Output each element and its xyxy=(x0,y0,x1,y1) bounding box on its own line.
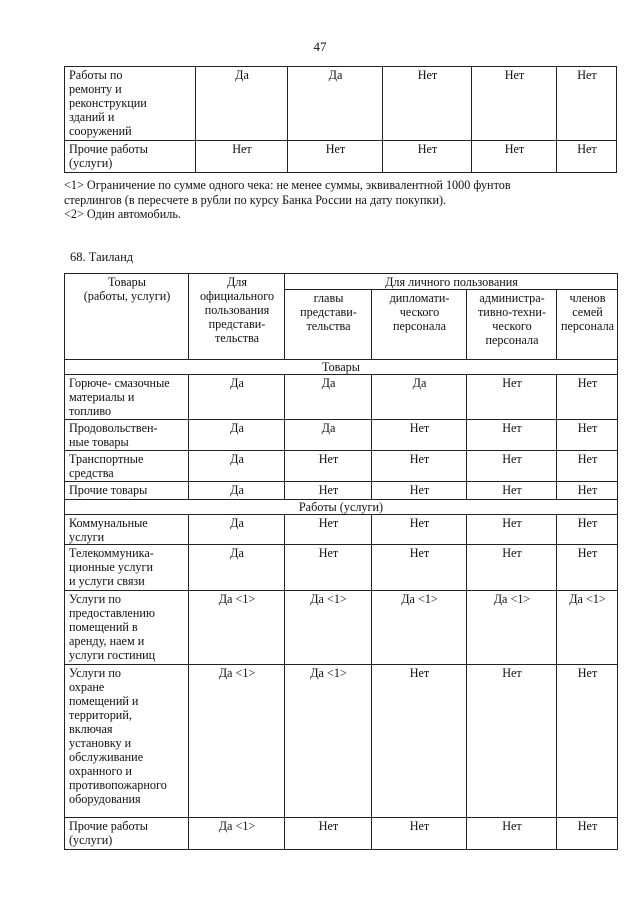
row-label: Коммунальные услуги xyxy=(65,515,189,545)
header-official-use: Для официального пользования представи- тельства xyxy=(189,274,285,360)
header-admin: администра- тивно-техни- ческого персонала xyxy=(467,290,557,360)
row-label: Продовольствен- ные товары xyxy=(65,420,189,451)
row-value: Да xyxy=(285,375,372,420)
row-value: Да xyxy=(288,67,383,141)
row-value: Нет xyxy=(285,451,372,482)
row-value: Нет xyxy=(372,545,467,591)
row-value: Нет xyxy=(383,141,472,173)
row-value: Нет xyxy=(467,420,557,451)
row-value: Нет xyxy=(557,451,618,482)
row-value: Да xyxy=(372,375,467,420)
row-value: Нет xyxy=(467,375,557,420)
section-title: Товары xyxy=(65,360,618,375)
row-value: Нет xyxy=(383,67,472,141)
row-value: Нет xyxy=(196,141,288,173)
table-row xyxy=(65,591,618,665)
row-label: Транспортные средства xyxy=(65,451,189,482)
row-value: Нет xyxy=(467,665,557,818)
row-value: Нет xyxy=(372,515,467,545)
row-value: Нет xyxy=(467,451,557,482)
row-value: Нет xyxy=(372,420,467,451)
row-value: Да <1> xyxy=(285,665,372,818)
row-value: Нет xyxy=(285,818,372,850)
row-value: Да xyxy=(196,67,288,141)
row-value: Нет xyxy=(467,818,557,850)
footnote-line: стерлингов (в пересчете в рубли по курсу Банка России на дату покупки). xyxy=(64,192,447,207)
row-value: Нет xyxy=(557,665,618,818)
table-row xyxy=(65,818,618,850)
row-value: Нет xyxy=(285,515,372,545)
row-value: Нет xyxy=(288,141,383,173)
row-value: Нет xyxy=(285,545,372,591)
row-value: Нет xyxy=(467,515,557,545)
header-diplomatic: дипломати- ческого персонала xyxy=(372,290,467,360)
table-row xyxy=(65,451,618,482)
table-row xyxy=(65,375,618,420)
table-row xyxy=(65,482,618,500)
row-label: Работы по ремонту и реконструкции зданий и сооружений xyxy=(65,67,196,141)
row-value: Да <1> xyxy=(467,591,557,665)
row-label: Прочие работы (услуги) xyxy=(65,141,196,173)
row-label: Прочие товары xyxy=(65,482,189,500)
row-label: Прочие работы (услуги) xyxy=(65,818,189,850)
row-value: Нет xyxy=(557,141,617,173)
row-value: Да <1> xyxy=(285,591,372,665)
row-label: Услуги по предоставлению помещений в аренду, наем и услуги гостиниц xyxy=(65,591,189,665)
row-value: Да xyxy=(189,545,285,591)
footnotes xyxy=(64,178,624,222)
row-value: Нет xyxy=(372,665,467,818)
header-family: членов семей персонала xyxy=(557,290,618,360)
table-row xyxy=(65,545,618,591)
row-value: Да xyxy=(189,420,285,451)
row-value: Нет xyxy=(467,545,557,591)
row-value: Нет xyxy=(467,482,557,500)
row-value: Нет xyxy=(372,818,467,850)
table-row xyxy=(65,665,618,818)
row-value: Нет xyxy=(557,420,618,451)
table-row xyxy=(65,141,617,173)
footnote-line: <1> Ограничение по сумме одного чека: не менее суммы, эквивалентной 1000 фунтов xyxy=(64,178,511,192)
row-value: Нет xyxy=(557,375,618,420)
row-value: Да <1> xyxy=(189,591,285,665)
row-label: Услуги по охране помещений и территорий, включая установку и обслуживание охранного и противопожарного оборудования xyxy=(65,665,189,818)
table-row xyxy=(65,420,618,451)
row-value: Да xyxy=(189,515,285,545)
row-value: Да xyxy=(189,451,285,482)
row-value: Нет xyxy=(557,515,618,545)
row-value: Нет xyxy=(557,482,618,500)
row-value: Нет xyxy=(557,545,618,591)
header-row xyxy=(65,274,618,290)
row-value: Нет xyxy=(472,141,557,173)
header-head: главы представи- тельства xyxy=(285,290,372,360)
table-continued xyxy=(64,66,617,173)
header-personal-use: Для личного пользования xyxy=(285,274,618,290)
row-value: Нет xyxy=(557,818,618,850)
section-row xyxy=(65,500,618,515)
country-heading: 68. Таиланд xyxy=(70,250,134,264)
row-value: Нет xyxy=(285,482,372,500)
row-value: Да xyxy=(189,482,285,500)
row-value: Да <1> xyxy=(557,591,618,665)
footnote-line: <2> Один автомобиль. xyxy=(64,207,181,222)
row-value: Да xyxy=(189,375,285,420)
row-value: Нет xyxy=(472,67,557,141)
row-value: Да <1> xyxy=(189,665,285,818)
table-row xyxy=(65,67,617,141)
row-label: Телекоммуника- ционные услуги и услуги связи xyxy=(65,545,189,591)
row-value: Нет xyxy=(557,67,617,141)
row-label: Горюче- смазочные материалы и топливо xyxy=(65,375,189,420)
page-number: 47 xyxy=(313,39,327,54)
row-value: Да <1> xyxy=(372,591,467,665)
section-row xyxy=(65,360,618,375)
row-value: Нет xyxy=(372,482,467,500)
row-value: Да <1> xyxy=(189,818,285,850)
table-row xyxy=(65,515,618,545)
section-title: Работы (услуги) xyxy=(65,500,618,515)
header-goods: Товары (работы, услуги) xyxy=(65,274,189,360)
table-thailand xyxy=(64,273,618,850)
row-value: Нет xyxy=(372,451,467,482)
row-value: Да xyxy=(285,420,372,451)
